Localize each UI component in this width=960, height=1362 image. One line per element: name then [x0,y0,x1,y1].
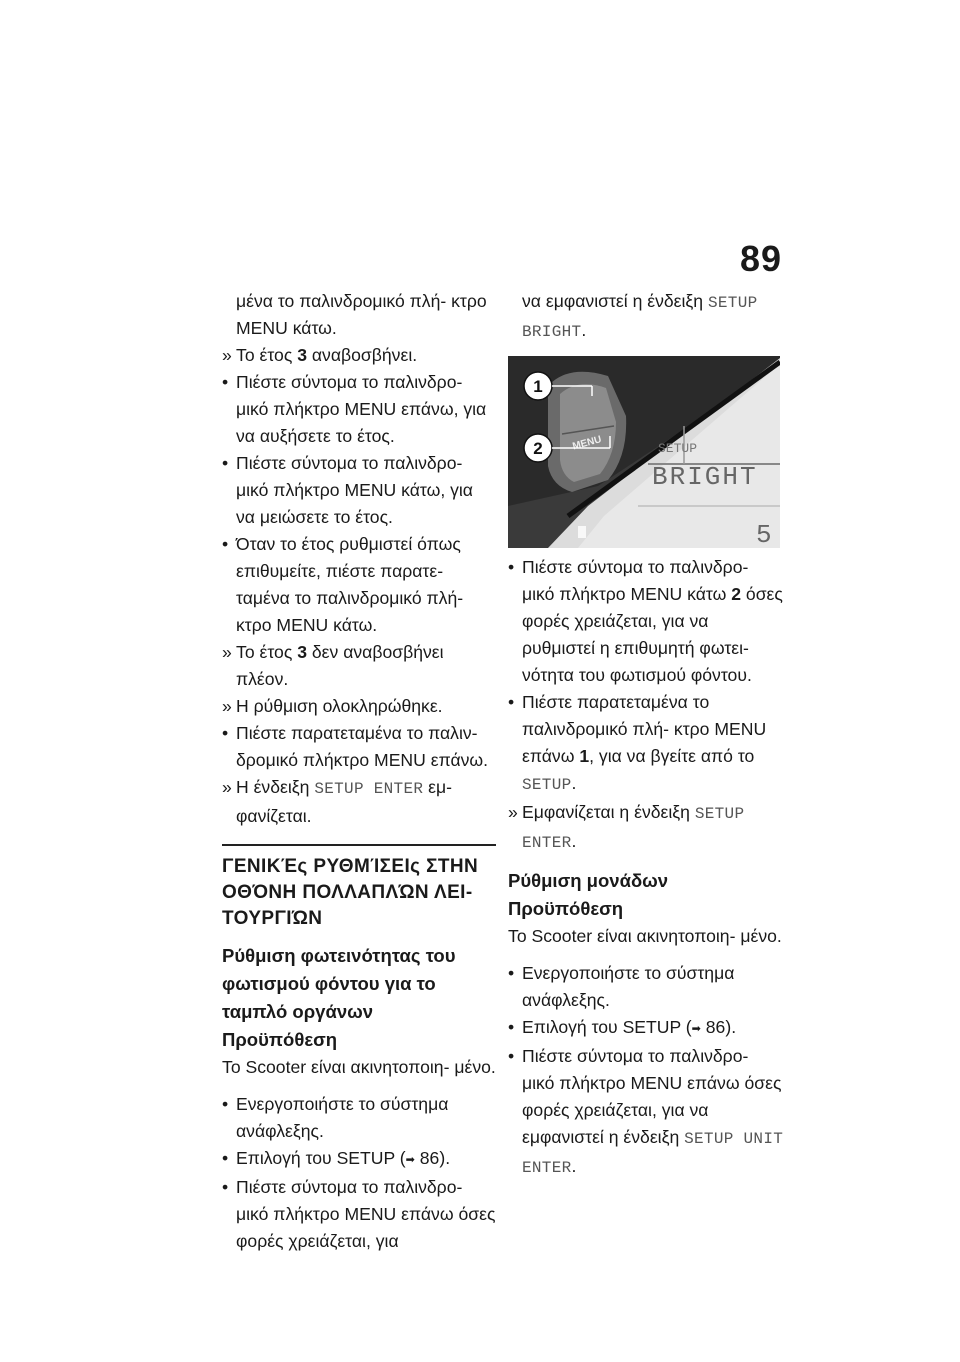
bullet-marker: • [222,372,229,392]
prerequisite-heading: Προϋπόθεση [222,1029,338,1050]
item-text: όσες φορές χρειάζεται, για να ρυθμιστεί η επιθυμητή φωτει- νότητα του φωτισμού φόντου. [522,584,783,685]
arrow-marker: » [222,777,232,797]
subsection-title-brightness: Ρύθμιση φωτεινότητας του φωτισμού φόντου για το ταμπλό οργάνων [222,945,456,1022]
bullet-marker: • [222,1148,229,1168]
item-text: . [571,831,577,851]
bullet-item [222,720,496,774]
callout-1-label: 1 [533,377,543,396]
callout-reference: 2 [731,584,742,604]
item-text: . [581,320,587,340]
instrument-cluster-photo [508,356,780,548]
page-number: 89 [739,238,782,279]
arrow-marker: » [508,802,518,822]
item-text: Πιέστε σύντομα το παλινδρο- μικό πλήκτρο MENU κάτω [522,557,749,604]
bullet-item [222,1145,496,1174]
section-title: ΓΕΝΙΚΈς ΡΥΘΜΊΣΕΙς ΣΤΗΝ ΟΘΌΝΗ ΠΟΛΛΑΠΛΏΝ ΛΕΙ- ΤΟΥΡΓΙΏΝ [222,856,479,929]
arrow-item [222,693,496,720]
bullet-item [508,689,784,799]
right-middle-blocks [508,554,784,857]
bullet-marker: • [508,1017,515,1037]
page-reference-arrow-icon: ➡ [691,1023,701,1035]
item-text: 86). [414,1148,451,1168]
left-bottom-blocks [222,1091,496,1255]
item-text: Η ρύθμιση ολοκληρώθηκε. [236,696,443,716]
bullet-item [222,1174,496,1255]
callout-reference: 3 [297,345,307,365]
paragraph [508,288,784,346]
bullet-item [222,369,496,450]
item-text: Επιλογή του SETUP ( [236,1148,406,1168]
item-text: εμ- φανίζεται. [236,777,452,826]
callout-reference: 1 [579,746,590,766]
arrow-item [222,774,496,830]
item-text: Πιέστε παρατεταμένα το παλινδρομικό πλή- κτρο MENU επάνω [522,692,767,766]
lcd-setup-text: SETUP [658,441,698,456]
item-text: δεν αναβοσβήνει πλέον. [236,642,444,689]
prerequisite-text-units: Το Scooter είναι ακινητοποιη- μένο. [508,926,782,946]
lcd-digit-text: 5 [756,520,772,548]
left-top-blocks [222,288,496,830]
item-text: Το έτος [236,642,298,662]
paragraph [222,288,496,342]
bullet-marker: • [222,534,229,554]
item-text: Πιέστε παρατεταμένα το παλιν- δρομικό πλήκτρο MENU επάνω. [236,723,489,770]
page-reference-arrow-icon: ➡ [405,1154,415,1166]
prerequisite-text: Το Scooter είναι ακινητοποιη- μένο. [222,1057,496,1077]
item-text: Πιέστε σύντομα το παλινδρο- μικό πλήκτρο MENU κάτω, για να μειώσετε το έτος. [236,453,473,527]
callout-reference: 3 [297,642,307,662]
display-text: SETUP ENTER [314,780,424,798]
bullet-item [222,450,496,531]
bullet-item [508,1014,784,1043]
item-text: μένα το παλινδρομικό πλή- κτρο MENU κάτω. [236,291,487,338]
bullet-marker: • [222,1177,229,1197]
arrow-item [508,799,784,857]
item-text: Πιέστε σύντομα το παλινδρο- μικό πλήκτρο MENU επάνω όσες φορές χρειάζεται, για να εμφανιστεί η ένδειξη [522,1046,782,1147]
item-text: Επιλογή του SETUP ( [522,1017,692,1037]
item-text: Η ένδειξη [236,777,315,797]
callout-2-label: 2 [533,439,543,458]
item-text: Το έτος [236,345,298,365]
arrow-marker: » [222,642,232,662]
right-column [508,288,784,1182]
arrow-marker: » [222,345,232,365]
display-text: SETUP BRIGHT [522,294,758,341]
bullet-item [508,554,784,689]
item-text: αναβοσβήνει. [306,345,418,365]
prerequisite-heading-units: Προϋπόθεση [508,898,624,919]
item-text: να εμφανιστεί η ένδειξη [522,291,708,311]
bullet-marker: • [508,1046,515,1066]
display-text: SETUP [522,776,572,794]
item-text: 86). [700,1017,737,1037]
bullet-marker: • [508,692,515,712]
subsection-title-units: Ρύθμιση μονάδων [508,870,669,891]
display-text: SETUP ENTER [522,805,745,852]
right-bottom-blocks [508,960,784,1182]
bullet-item [508,1043,784,1182]
bullet-item [508,960,784,1014]
item-text: Όταν το έτος ρυθμιστεί όπως επιθυμείτε, πιέστε παρατε- ταμένα το παλινδρομικό πλή- κτρο MENU κάτω. [236,534,464,635]
bullet-marker: • [508,557,515,577]
bullet-item [222,1091,496,1145]
item-text: Πιέστε σύντομα το παλινδρο- μικό πλήκτρο MENU επάνω, για να αυξήσετε το έτος. [236,372,487,446]
display-text: SETUP UNIT ENTER [522,1130,784,1177]
item-text: Εμφανίζεται η ένδειξη [522,802,695,822]
item-text: Πιέστε σύντομα το παλινδρο- μικό πλήκτρο MENU επάνω όσες φορές χρειάζεται, για [236,1177,496,1251]
item-text: . [571,773,577,793]
bullet-item [222,531,496,639]
right-top-blocks [508,288,784,346]
arrow-item [222,639,496,693]
bullet-marker: • [222,453,229,473]
item-text: Ενεργοποιήστε το σύστημα ανάφλεξης. [522,963,735,1010]
bullet-marker: • [222,1094,229,1114]
lcd-bright-text: BRIGHT [652,462,758,492]
arrow-item [222,342,496,369]
bullet-marker: • [508,963,515,983]
item-text: Ενεργοποιήστε το σύστημα ανάφλεξης. [236,1094,449,1141]
arrow-marker: » [222,696,232,716]
item-text: , για να βγείτε από το [589,746,755,766]
item-text: . [571,1156,577,1176]
left-column [222,288,496,1255]
section-rule [222,844,496,846]
menu-button-label: MENU [571,434,603,453]
bullet-marker: • [222,723,229,743]
